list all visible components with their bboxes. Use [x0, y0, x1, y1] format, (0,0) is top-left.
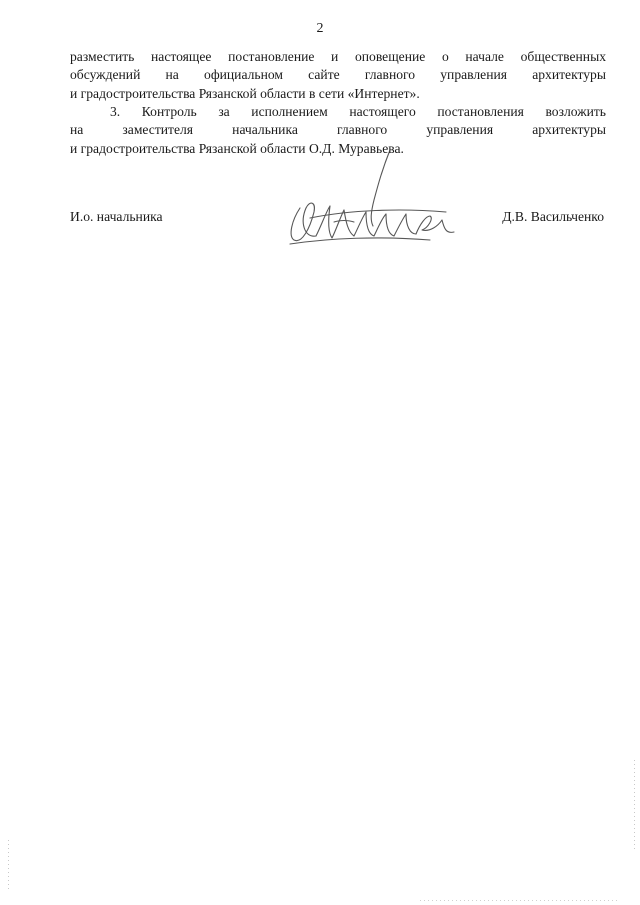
- paragraph-line: и градостроительства Рязанской области в сети «Интернет».: [70, 85, 420, 101]
- paragraph-line: и градостроительства Рязанской области О.Д. Муравьева.: [70, 140, 404, 156]
- paragraph-line: разместить настоящее постановление и оповещение о начале общественных: [70, 49, 606, 64]
- signatory-role: И.о. начальника: [70, 209, 163, 224]
- paragraph-line: на заместителя начальника главного управления архитектуры: [70, 122, 606, 138]
- paragraph-line: 3. Контроль за исполнением настоящего постановления возложить: [110, 104, 606, 119]
- paragraph-publication: [70, 48, 606, 103]
- handwritten-signature: [270, 140, 470, 260]
- scan-edge-mark: [8, 840, 9, 890]
- signatory-name: Д.В. Васильченко: [502, 209, 604, 224]
- scan-edge-mark: [420, 900, 620, 901]
- page-number: 2: [316, 21, 324, 36]
- paragraph-line: обсуждений на официальном сайте главного управления архитектуры: [70, 67, 606, 83]
- scan-edge-mark: [634, 760, 635, 850]
